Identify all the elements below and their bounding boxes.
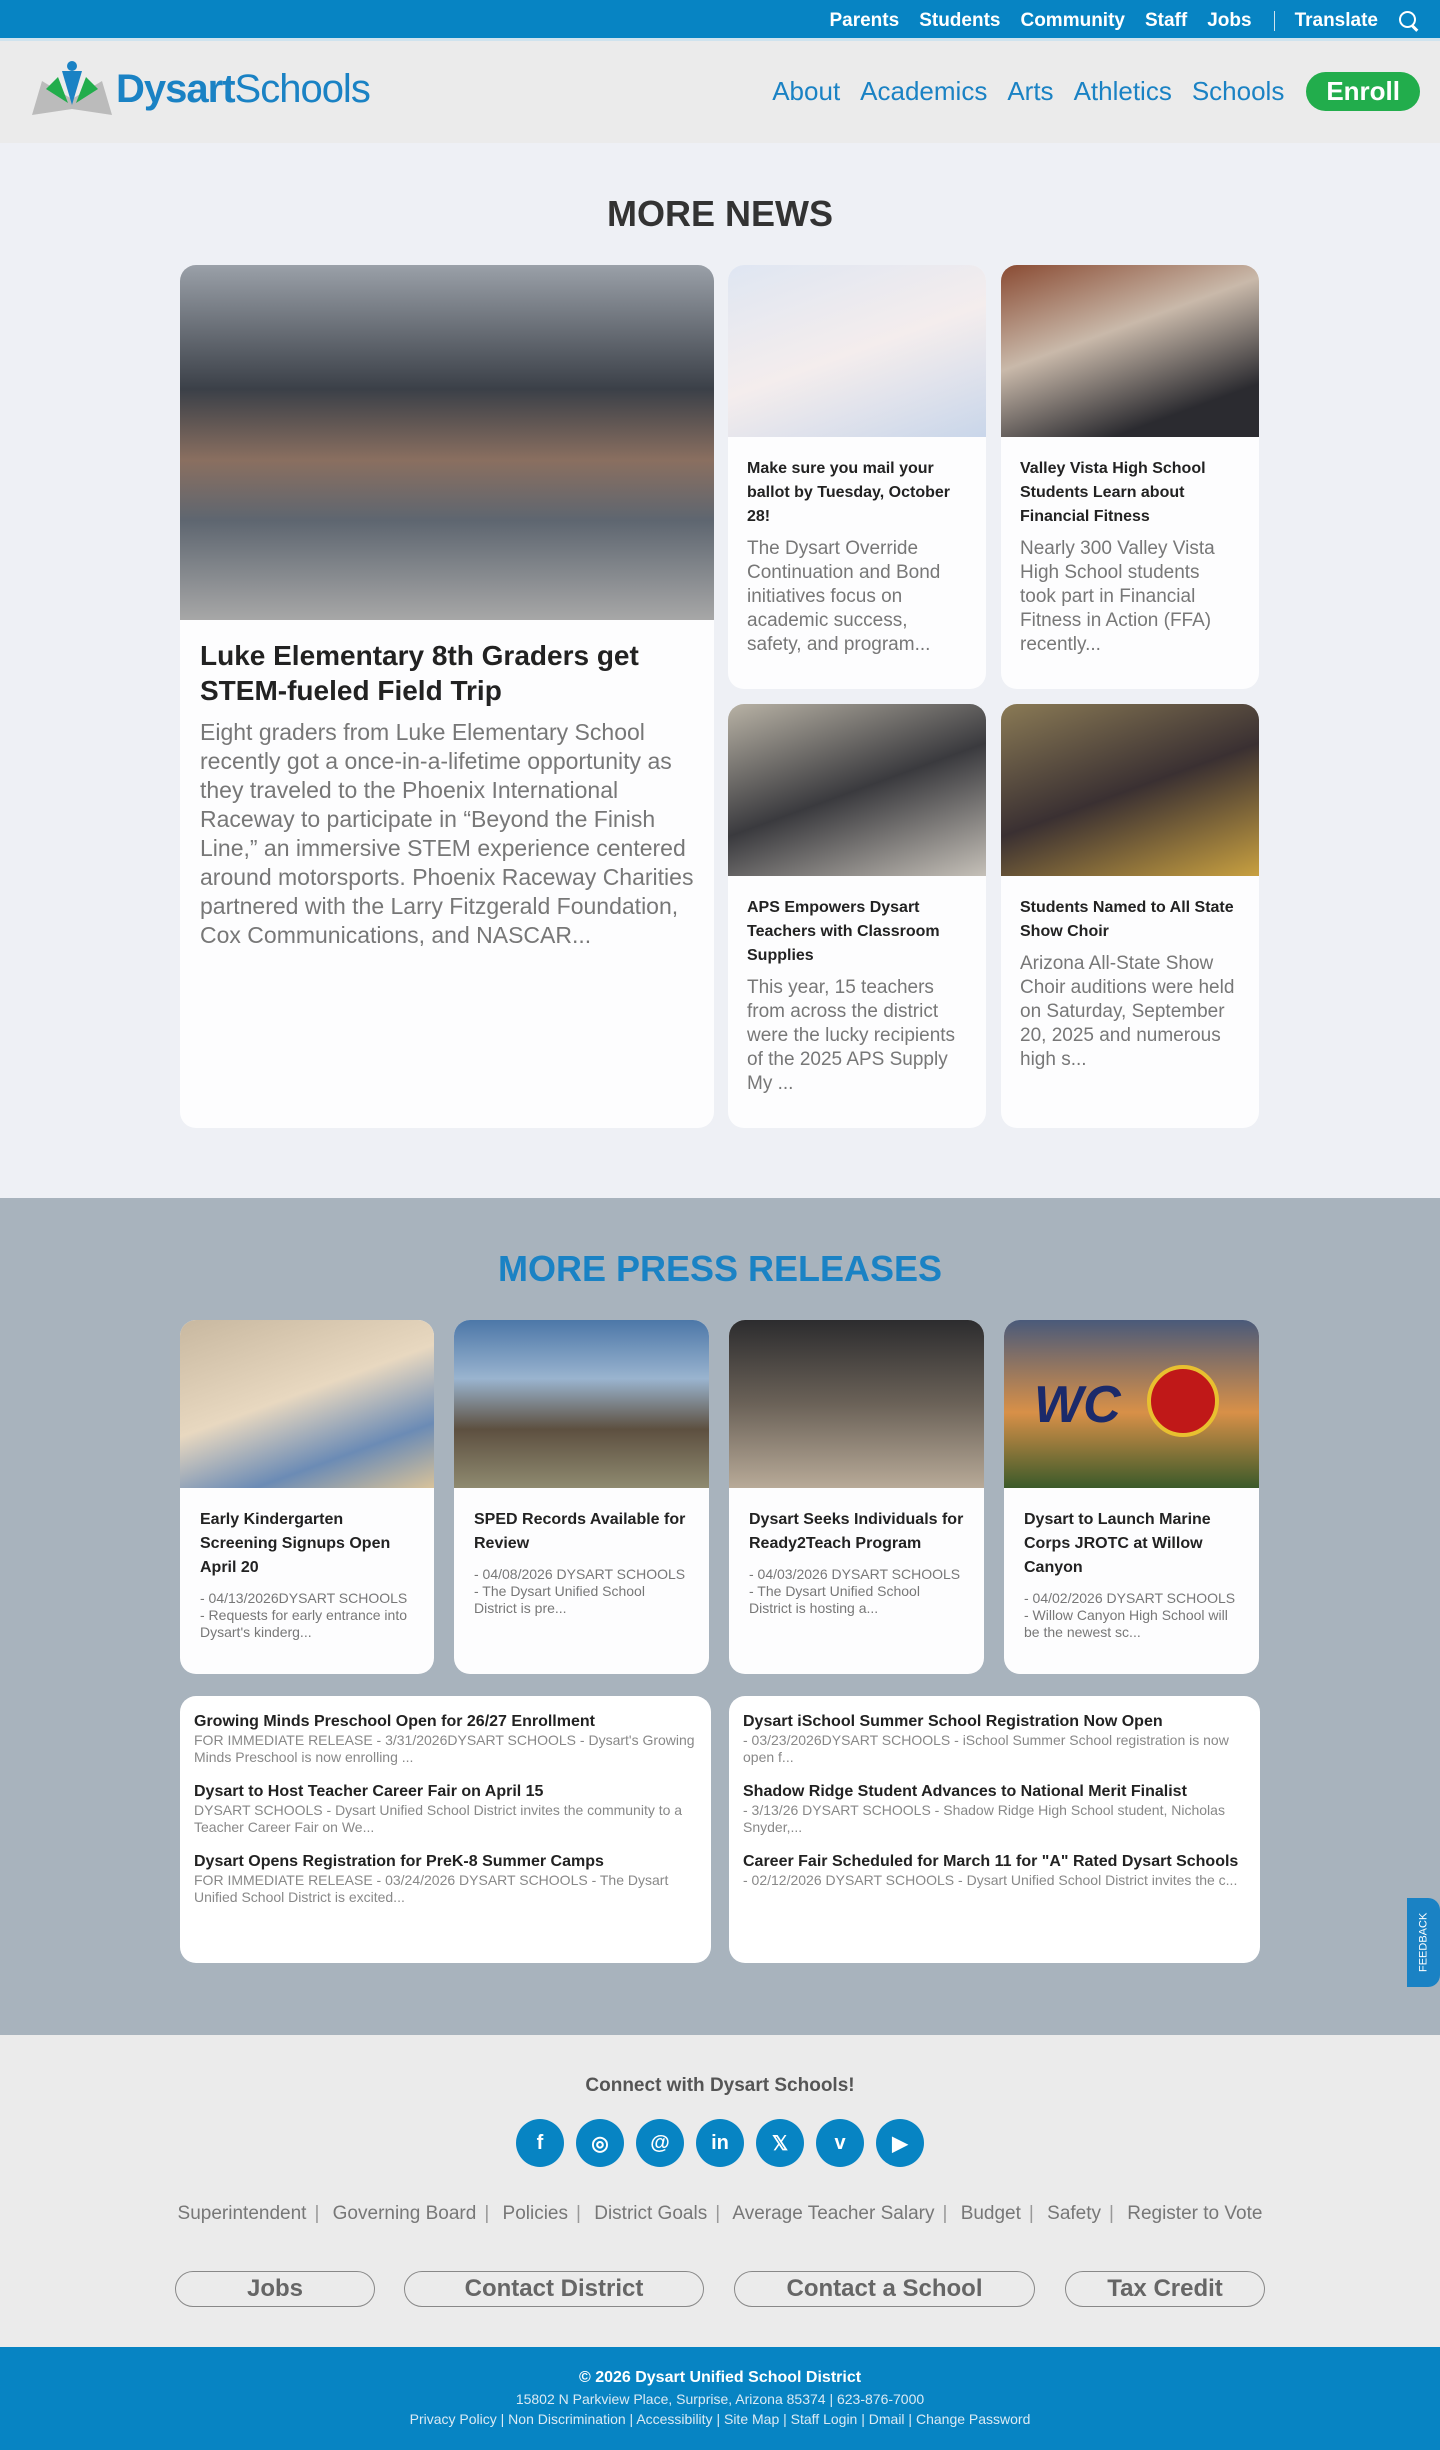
press-desc: - 04/13/2026DYSART SCHOOLS - Requests for early entrance into Dysart's kinderg... — [200, 1590, 408, 1640]
link-superintendent[interactable]: Superintendent — [177, 2203, 307, 2224]
footer — [0, 2035, 1440, 2347]
instagram-icon[interactable]: ◎ — [576, 2119, 624, 2167]
enroll-button[interactable]: Enroll — [1306, 72, 1420, 111]
nav-arts[interactable]: Arts — [1007, 76, 1054, 106]
item-title: Dysart Opens Registration for PreK-8 Summer Camps — [194, 1853, 604, 1870]
contact-school-button[interactable]: Contact a School — [734, 2271, 1035, 2307]
news-title: APS Empowers Dysart Teachers with Classroom Supplies — [747, 899, 940, 964]
news-image — [1001, 704, 1259, 876]
dmail-link[interactable]: Dmail — [868, 2411, 905, 2427]
news-card[interactable] — [1001, 265, 1259, 689]
item-title: Growing Minds Preschool Open for 26/27 Enrollment — [194, 1713, 595, 1730]
nav-about[interactable]: About — [772, 76, 841, 106]
legal-links: Privacy Policy | Non Discrimination | Accessibility | Site Map | Staff Login | Dmail | Change Password — [409, 2411, 1031, 2427]
press-card[interactable] — [454, 1320, 709, 1674]
accessibility-link[interactable]: Accessibility — [636, 2411, 713, 2427]
press-title: Early Kindergarten Screening Signups Open April 20 — [200, 1511, 391, 1576]
news-desc: Nearly 300 Valley Vista High School students took part in Financial Fitness in Action (FFA) recently... — [1020, 538, 1215, 655]
section-title: MORE PRESS RELEASES — [497, 1248, 943, 1289]
item-desc: DYSART SCHOOLS - Dysart Unified School District invites the community to a Teacher Career Fair on We... — [194, 1802, 683, 1835]
item-desc: - 03/23/2026DYSART SCHOOLS - iSchool Summer School registration is now open f... — [743, 1732, 1229, 1765]
news-image — [728, 265, 986, 437]
news-image — [180, 265, 714, 620]
bottom-bar — [0, 2347, 1440, 2450]
main-nav — [752, 72, 1420, 111]
utility-link-parents[interactable]: Parents — [829, 9, 900, 31]
featured-news-card[interactable] — [180, 265, 714, 1128]
press-image — [729, 1320, 984, 1488]
item-desc: - 3/13/26 DYSART SCHOOLS - Shadow Ridge High School student, Nicholas Snyder,... — [743, 1802, 1225, 1835]
press-list-item[interactable] — [194, 1712, 697, 1766]
staff-login-link[interactable]: Staff Login — [790, 2411, 858, 2427]
press-list-item[interactable] — [743, 1712, 1246, 1766]
news-desc: Arizona All-State Show Choir auditions were held on Saturday, September 20, 2025 and numerous high s... — [1020, 953, 1235, 1070]
link-register-to-vote[interactable]: Register to Vote — [1127, 2203, 1263, 2224]
social-links — [516, 2119, 924, 2167]
item-desc: - 02/12/2026 DYSART SCHOOLS - Dysart Unified School District invites the c... — [743, 1872, 1238, 1888]
logo[interactable] — [28, 59, 370, 119]
divider — [1274, 11, 1275, 31]
linkedin-icon[interactable]: in — [696, 2119, 744, 2167]
jobs-button[interactable]: Jobs — [175, 2271, 375, 2307]
utility-link-staff[interactable]: Staff — [1144, 9, 1188, 31]
link-policies[interactable]: Policies — [502, 2203, 569, 2224]
threads-icon[interactable]: @ — [636, 2119, 684, 2167]
press-list-right — [729, 1696, 1260, 1963]
press-image — [180, 1320, 434, 1488]
news-title: Luke Elementary 8th Graders get STEM-fueled Field Trip — [200, 640, 639, 706]
nav-schools[interactable]: Schools — [1191, 76, 1285, 106]
more-news-section — [0, 143, 1440, 1198]
press-desc: - 04/02/2026 DYSART SCHOOLS - Willow Canyon High School will be the newest sc... — [1024, 1590, 1236, 1640]
press-list-item[interactable] — [743, 1782, 1246, 1836]
link-district-goals[interactable]: District Goals — [594, 2203, 708, 2224]
press-releases-section — [0, 1198, 1440, 2035]
news-title: Students Named to All State Show Choir — [1020, 899, 1234, 940]
wc-logo: WC — [1034, 1376, 1121, 1434]
footer-links: Superintendent | Governing Board | Policies | District Goals | Average Teacher Salary | Budget | Safety | Register to Vote — [177, 2203, 1263, 2224]
item-desc: FOR IMMEDIATE RELEASE - 03/24/2026 DYSART SCHOOLS - The Dysart Unified School District is excited... — [194, 1872, 669, 1905]
search-icon[interactable] — [1398, 10, 1420, 32]
logo-text-light: Schools — [234, 66, 370, 111]
news-title: Make sure you mail your ballot by Tuesday, October 28! — [747, 460, 950, 525]
section-title: MORE NEWS — [606, 193, 833, 234]
site-map-link[interactable]: Site Map — [723, 2411, 780, 2427]
nav-athletics[interactable]: Athletics — [1073, 76, 1172, 106]
privacy-policy-link[interactable]: Privacy Policy — [409, 2411, 497, 2427]
utility-nav — [809, 0, 1420, 41]
press-title: SPED Records Available for Review — [474, 1511, 686, 1552]
utility-link-students[interactable]: Students — [919, 9, 1001, 31]
address: 15802 N Parkview Place, Surprise, Arizona 85374 | 623-876-7000 — [515, 2391, 925, 2407]
news-desc: Eight graders from Luke Elementary School recently got a once-in-a-lifetime opportunity as they traveled to the Phoenix International Raceway to participate in “Beyond the Finish Line,” an immersive STEM experience centered around motorsports. Phoenix Raceway Charities partnered with the Larry Fitzgerald Foundation, Cox Communications, and NASCAR... — [200, 719, 694, 948]
link-governing-board[interactable]: Governing Board — [332, 2203, 477, 2224]
press-card[interactable] — [1004, 1320, 1259, 1674]
site-header — [0, 44, 1440, 143]
news-card[interactable] — [728, 265, 986, 689]
press-card[interactable] — [180, 1320, 434, 1674]
utility-link-jobs[interactable]: Jobs — [1207, 9, 1252, 31]
item-title: Shadow Ridge Student Advances to National Merit Finalist — [743, 1783, 1187, 1800]
youtube-icon[interactable]: ▶ — [876, 2119, 924, 2167]
change-password-link[interactable]: Change Password — [915, 2411, 1031, 2427]
press-desc: - 04/08/2026 DYSART SCHOOLS - The Dysart Unified School District is pre... — [474, 1566, 686, 1616]
news-desc: The Dysart Override Continuation and Bond initiatives focus on academic success, safety, and program... — [747, 538, 941, 655]
press-desc: - 04/03/2026 DYSART SCHOOLS - The Dysart Unified School District is hosting a... — [749, 1566, 961, 1616]
item-title: Dysart iSchool Summer School Registration Now Open — [743, 1713, 1163, 1730]
press-image — [454, 1320, 709, 1488]
utility-bar — [0, 0, 1440, 41]
press-title: Dysart Seeks Individuals for Ready2Teach Program — [749, 1511, 964, 1552]
link-safety[interactable]: Safety — [1047, 2203, 1102, 2224]
press-list-item[interactable] — [194, 1852, 697, 1906]
feedback-tab[interactable]: FEEDBACK — [1407, 1898, 1440, 1987]
x-icon[interactable]: 𝕏 — [756, 2119, 804, 2167]
utility-link-community[interactable]: Community — [1020, 9, 1125, 31]
link-budget[interactable]: Budget — [960, 2203, 1021, 2224]
marine-emblem-icon — [1147, 1365, 1219, 1437]
tax-credit-button[interactable]: Tax Credit — [1065, 2271, 1265, 2307]
translate-link[interactable]: Translate — [1294, 9, 1378, 31]
news-desc: This year, 15 teachers from across the district were the lucky recipients of the 2025 APS Supply My ... — [747, 977, 956, 1094]
press-card[interactable] — [729, 1320, 984, 1674]
press-title: Dysart to Launch Marine Corps JROTC at Willow Canyon — [1024, 1511, 1211, 1576]
press-image — [1004, 1320, 1259, 1488]
non-discrimination-link[interactable]: Non Discrimination — [508, 2411, 626, 2427]
news-image — [1001, 265, 1259, 437]
press-list-item[interactable] — [194, 1782, 697, 1836]
facebook-icon[interactable]: f — [516, 2119, 564, 2167]
link-average-teacher-salary[interactable]: Average Teacher Salary — [732, 2203, 935, 2224]
logo-book-icon — [28, 59, 116, 119]
news-image — [728, 704, 986, 876]
logo-text — [116, 67, 370, 112]
news-title: Valley Vista High School Students Learn about Financial Fitness — [1020, 460, 1206, 525]
logo-text-bold: Dysart — [116, 66, 235, 111]
item-title: Dysart to Host Teacher Career Fair on April 15 — [194, 1783, 544, 1800]
vimeo-icon[interactable]: v — [816, 2119, 864, 2167]
item-title: Career Fair Scheduled for March 11 for "A" Rated Dysart Schools — [743, 1853, 1239, 1870]
nav-academics[interactable]: Academics — [860, 76, 988, 106]
news-card[interactable] — [1001, 704, 1259, 1128]
item-desc: FOR IMMEDIATE RELEASE - 3/31/2026DYSART SCHOOLS - Dysart's Growing Minds Preschool is now enrolling ... — [194, 1732, 695, 1765]
copyright: © 2026 Dysart Unified School District — [578, 2369, 862, 2386]
connect-heading: Connect with Dysart Schools! — [585, 2075, 855, 2096]
contact-district-button[interactable]: Contact District — [404, 2271, 704, 2307]
press-list-left — [180, 1696, 711, 1963]
news-card[interactable] — [728, 704, 986, 1128]
press-list-item[interactable] — [743, 1852, 1246, 1889]
